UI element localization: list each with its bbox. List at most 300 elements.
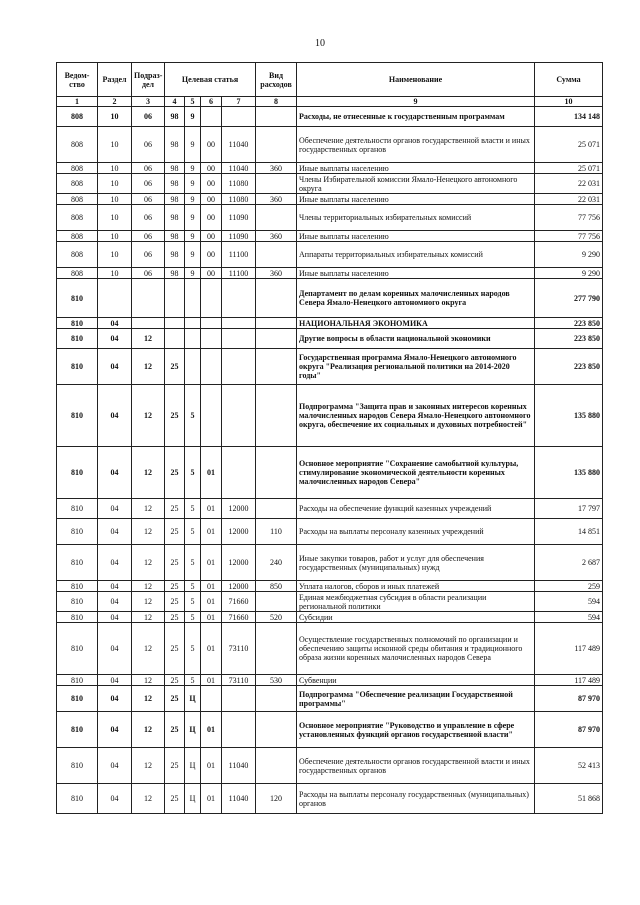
- cell-meropriyatie: [201, 349, 222, 385]
- table-row: [57, 163, 603, 174]
- cell-meropriyatie: 01: [201, 592, 222, 612]
- cell-podrazdel: 12: [132, 545, 165, 581]
- cell-napravlenie: [222, 686, 256, 712]
- cell-programma: 25: [165, 581, 185, 592]
- cell-podprogramma: 5: [185, 592, 201, 612]
- cell-naimenovanie: Основное мероприятие "Руководство и управление в сфере установленных функций органов государственной власти": [297, 712, 535, 748]
- cell-programma: 25: [165, 748, 185, 784]
- cell-vid-rashodov: [256, 349, 297, 385]
- cell-podprogramma: Ц: [185, 748, 201, 784]
- cell-podprogramma: [185, 329, 201, 349]
- cell-podrazdel: [132, 318, 165, 329]
- cell-podrazdel: 12: [132, 329, 165, 349]
- cell-podprogramma: 5: [185, 519, 201, 545]
- cell-meropriyatie: 01: [201, 675, 222, 686]
- cell-vedomstvo: 808: [57, 107, 98, 127]
- cell-naimenovanie: Подпрограмма "Защита прав и законных интересов коренных малочисленных народов Севера Ямало-Ненецкого автономного округа, обеспечение их социальных и духовных потребностей": [297, 385, 535, 447]
- cell-vedomstvo: 810: [57, 385, 98, 447]
- cell-podrazdel: 12: [132, 712, 165, 748]
- cell-summa: 51 868: [535, 784, 603, 814]
- table-row: [57, 784, 603, 814]
- cell-vedomstvo: 810: [57, 581, 98, 592]
- cell-summa: 77 756: [535, 205, 603, 231]
- table-row: [57, 127, 603, 163]
- cell-vedomstvo: 810: [57, 519, 98, 545]
- cell-podprogramma: 9: [185, 205, 201, 231]
- table-row: [57, 545, 603, 581]
- cell-naimenovanie: Единая межбюджетная субсидия в области реализации региональной политики: [297, 592, 535, 612]
- cell-podprogramma: [185, 279, 201, 318]
- cell-meropriyatie: 00: [201, 127, 222, 163]
- cell-podprogramma: 5: [185, 545, 201, 581]
- header-vid-rashodov: Вид расходов: [256, 63, 297, 97]
- cell-vedomstvo: 810: [57, 712, 98, 748]
- cell-summa: 259: [535, 581, 603, 592]
- cell-meropriyatie: 01: [201, 581, 222, 592]
- cell-naimenovanie: Уплата налогов, сборов и иных платежей: [297, 581, 535, 592]
- cell-summa: 77 756: [535, 231, 603, 242]
- cell-podrazdel: 06: [132, 174, 165, 194]
- cell-programma: [165, 318, 185, 329]
- cell-napravlenie: 71660: [222, 612, 256, 623]
- cell-summa: 52 413: [535, 748, 603, 784]
- cell-vid-rashodov: [256, 205, 297, 231]
- cell-vedomstvo: 810: [57, 675, 98, 686]
- cell-programma: 25: [165, 612, 185, 623]
- cell-meropriyatie: 00: [201, 194, 222, 205]
- cell-napravlenie: 12000: [222, 545, 256, 581]
- cell-podrazdel: 06: [132, 268, 165, 279]
- cell-meropriyatie: [201, 279, 222, 318]
- cell-naimenovanie: Обеспечение деятельности органов государственной власти и иных государственных органов: [297, 127, 535, 163]
- cell-vedomstvo: 808: [57, 242, 98, 268]
- cell-napravlenie: [222, 712, 256, 748]
- table-row: [57, 592, 603, 612]
- cell-vedomstvo: 808: [57, 205, 98, 231]
- header-vedomstvo: Ведом-ство: [57, 63, 98, 97]
- cell-meropriyatie: [201, 686, 222, 712]
- cell-podprogramma: 9: [185, 194, 201, 205]
- cell-meropriyatie: [201, 318, 222, 329]
- col-number: 1: [57, 97, 98, 107]
- cell-naimenovanie: Расходы, не отнесенные к государственным программам: [297, 107, 535, 127]
- cell-meropriyatie: 00: [201, 163, 222, 174]
- cell-vedomstvo: 810: [57, 592, 98, 612]
- cell-vid-rashodov: 360: [256, 231, 297, 242]
- cell-napravlenie: [222, 329, 256, 349]
- cell-napravlenie: [222, 107, 256, 127]
- cell-napravlenie: 73110: [222, 623, 256, 675]
- cell-naimenovanie: Иные выплаты населению: [297, 194, 535, 205]
- cell-summa: 14 851: [535, 519, 603, 545]
- header-podrazdel: Подраз-дел: [132, 63, 165, 97]
- table-row: [57, 612, 603, 623]
- table-row: [57, 107, 603, 127]
- cell-podrazdel: [132, 279, 165, 318]
- cell-summa: 134 148: [535, 107, 603, 127]
- cell-vedomstvo: 810: [57, 748, 98, 784]
- col-number: 5: [185, 97, 201, 107]
- col-number: 3: [132, 97, 165, 107]
- cell-vid-rashodov: [256, 499, 297, 519]
- cell-summa: 135 880: [535, 385, 603, 447]
- table-row: [57, 519, 603, 545]
- cell-podprogramma: 9: [185, 163, 201, 174]
- cell-meropriyatie: 01: [201, 519, 222, 545]
- cell-podrazdel: 12: [132, 581, 165, 592]
- cell-razdel: 04: [98, 499, 132, 519]
- header-naimenovanie: Наименование: [297, 63, 535, 97]
- cell-razdel: 10: [98, 127, 132, 163]
- cell-naimenovanie: Государственная программа Ямало-Ненецкого автономного округа "Реализация региональной политики на 2014-2020 годы": [297, 349, 535, 385]
- cell-podrazdel: 12: [132, 519, 165, 545]
- cell-programma: 98: [165, 194, 185, 205]
- cell-summa: 87 970: [535, 686, 603, 712]
- cell-summa: 223 850: [535, 318, 603, 329]
- cell-vedomstvo: 810: [57, 447, 98, 499]
- cell-napravlenie: 12000: [222, 581, 256, 592]
- cell-razdel: 04: [98, 748, 132, 784]
- cell-meropriyatie: 00: [201, 242, 222, 268]
- cell-naimenovanie: Субвенции: [297, 675, 535, 686]
- cell-summa: 25 071: [535, 127, 603, 163]
- cell-vedomstvo: 808: [57, 174, 98, 194]
- cell-programma: 98: [165, 163, 185, 174]
- cell-naimenovanie: Основное мероприятие "Сохранение самобытной культуры, стимулирование экономической деятельности коренных малочисленных народов Севера": [297, 447, 535, 499]
- cell-naimenovanie: Члены Избирательной комиссии Ямало-Ненецкого автономного округа: [297, 174, 535, 194]
- cell-meropriyatie: [201, 385, 222, 447]
- cell-meropriyatie: 01: [201, 545, 222, 581]
- cell-programma: 98: [165, 127, 185, 163]
- table-row: [57, 349, 603, 385]
- cell-podprogramma: 5: [185, 612, 201, 623]
- cell-napravlenie: 11090: [222, 231, 256, 242]
- cell-vedomstvo: 808: [57, 231, 98, 242]
- cell-razdel: [98, 279, 132, 318]
- cell-podrazdel: 06: [132, 194, 165, 205]
- cell-razdel: 10: [98, 242, 132, 268]
- cell-podprogramma: Ц: [185, 784, 201, 814]
- cell-vid-rashodov: [256, 748, 297, 784]
- cell-razdel: 04: [98, 318, 132, 329]
- table-body: [57, 107, 603, 814]
- cell-meropriyatie: 00: [201, 268, 222, 279]
- cell-podrazdel: 06: [132, 127, 165, 163]
- cell-naimenovanie: Аппараты территориальных избирательных комиссий: [297, 242, 535, 268]
- table-row: [57, 205, 603, 231]
- cell-summa: 2 687: [535, 545, 603, 581]
- cell-naimenovanie: Департамент по делам коренных малочисленных народов Севера Ямало-Ненецкого автономного округа: [297, 279, 535, 318]
- cell-razdel: 10: [98, 231, 132, 242]
- table-row: [57, 623, 603, 675]
- cell-razdel: 04: [98, 581, 132, 592]
- cell-podrazdel: 12: [132, 675, 165, 686]
- cell-summa: 22 031: [535, 194, 603, 205]
- cell-naimenovanie: Другие вопросы в области национальной экономики: [297, 329, 535, 349]
- cell-vedomstvo: 808: [57, 127, 98, 163]
- cell-programma: 98: [165, 205, 185, 231]
- col-number: 6: [201, 97, 222, 107]
- cell-napravlenie: 71660: [222, 592, 256, 612]
- cell-programma: 98: [165, 242, 185, 268]
- cell-programma: 98: [165, 174, 185, 194]
- cell-napravlenie: 11090: [222, 205, 256, 231]
- cell-meropriyatie: 01: [201, 784, 222, 814]
- cell-summa: 223 850: [535, 349, 603, 385]
- cell-vid-rashodov: 110: [256, 519, 297, 545]
- cell-programma: 25: [165, 675, 185, 686]
- cell-programma: 25: [165, 686, 185, 712]
- cell-naimenovanie: Расходы на выплаты персоналу казенных учреждений: [297, 519, 535, 545]
- cell-podrazdel: 06: [132, 163, 165, 174]
- cell-meropriyatie: [201, 329, 222, 349]
- cell-naimenovanie: Члены территориальных избирательных комиссий: [297, 205, 535, 231]
- cell-razdel: 10: [98, 194, 132, 205]
- cell-summa: 135 880: [535, 447, 603, 499]
- cell-meropriyatie: 01: [201, 499, 222, 519]
- cell-vid-rashodov: [256, 318, 297, 329]
- cell-vid-rashodov: 120: [256, 784, 297, 814]
- cell-razdel: 04: [98, 519, 132, 545]
- cell-podrazdel: 06: [132, 242, 165, 268]
- cell-podprogramma: 9: [185, 174, 201, 194]
- cell-summa: 594: [535, 612, 603, 623]
- cell-vedomstvo: 810: [57, 279, 98, 318]
- cell-summa: 9 290: [535, 242, 603, 268]
- cell-programma: 25: [165, 712, 185, 748]
- cell-razdel: 04: [98, 675, 132, 686]
- cell-programma: 25: [165, 623, 185, 675]
- cell-vedomstvo: 810: [57, 329, 98, 349]
- cell-podprogramma: [185, 349, 201, 385]
- cell-podrazdel: 12: [132, 499, 165, 519]
- column-numbers-row: [57, 97, 603, 107]
- cell-vid-rashodov: [256, 686, 297, 712]
- table-row: [57, 279, 603, 318]
- cell-podrazdel: 12: [132, 592, 165, 612]
- cell-summa: 25 071: [535, 163, 603, 174]
- cell-razdel: 04: [98, 447, 132, 499]
- cell-vid-rashodov: 360: [256, 163, 297, 174]
- cell-naimenovanie: Подпрограмма "Обеспечение реализации Государственной программы": [297, 686, 535, 712]
- cell-programma: 25: [165, 592, 185, 612]
- cell-podrazdel: 06: [132, 231, 165, 242]
- cell-podrazdel: 12: [132, 784, 165, 814]
- cell-napravlenie: [222, 318, 256, 329]
- col-number: 7: [222, 97, 256, 107]
- cell-programma: 25: [165, 784, 185, 814]
- cell-naimenovanie: Иные выплаты населению: [297, 268, 535, 279]
- cell-programma: 25: [165, 385, 185, 447]
- table-row: [57, 231, 603, 242]
- cell-vid-rashodov: [256, 279, 297, 318]
- cell-podprogramma: 9: [185, 242, 201, 268]
- cell-meropriyatie: 00: [201, 205, 222, 231]
- cell-podprogramma: 5: [185, 581, 201, 592]
- cell-podprogramma: 5: [185, 385, 201, 447]
- cell-podrazdel: 06: [132, 205, 165, 231]
- cell-vid-rashodov: [256, 242, 297, 268]
- col-number: 4: [165, 97, 185, 107]
- cell-podprogramma: 5: [185, 447, 201, 499]
- cell-meropriyatie: 01: [201, 623, 222, 675]
- cell-podrazdel: 12: [132, 447, 165, 499]
- cell-podrazdel: 12: [132, 748, 165, 784]
- cell-summa: 9 290: [535, 268, 603, 279]
- cell-podrazdel: 12: [132, 349, 165, 385]
- table-row: [57, 385, 603, 447]
- table-row: [57, 318, 603, 329]
- cell-programma: 25: [165, 349, 185, 385]
- cell-vid-rashodov: 850: [256, 581, 297, 592]
- cell-podprogramma: 9: [185, 107, 201, 127]
- cell-meropriyatie: 01: [201, 712, 222, 748]
- table-row: [57, 268, 603, 279]
- cell-vid-rashodov: 360: [256, 268, 297, 279]
- cell-podprogramma: 5: [185, 623, 201, 675]
- cell-programma: [165, 279, 185, 318]
- cell-vid-rashodov: [256, 174, 297, 194]
- cell-summa: 22 031: [535, 174, 603, 194]
- cell-podprogramma: [185, 318, 201, 329]
- cell-razdel: 04: [98, 329, 132, 349]
- col-number: 8: [256, 97, 297, 107]
- table-row: [57, 242, 603, 268]
- cell-podprogramma: 9: [185, 127, 201, 163]
- cell-napravlenie: 11080: [222, 194, 256, 205]
- cell-razdel: 04: [98, 784, 132, 814]
- cell-podprogramma: 5: [185, 499, 201, 519]
- cell-napravlenie: 11040: [222, 784, 256, 814]
- cell-naimenovanie: НАЦИОНАЛЬНАЯ ЭКОНОМИКА: [297, 318, 535, 329]
- cell-naimenovanie: Иные закупки товаров, работ и услуг для обеспечения государственных (муниципальных) нужд: [297, 545, 535, 581]
- cell-napravlenie: 12000: [222, 519, 256, 545]
- cell-programma: 25: [165, 447, 185, 499]
- cell-programma: 98: [165, 231, 185, 242]
- cell-summa: 117 489: [535, 623, 603, 675]
- cell-podprogramma: 5: [185, 675, 201, 686]
- cell-napravlenie: 11040: [222, 163, 256, 174]
- cell-vedomstvo: 810: [57, 545, 98, 581]
- cell-naimenovanie: Субсидии: [297, 612, 535, 623]
- cell-razdel: 10: [98, 107, 132, 127]
- header-razdel: Раздел: [98, 63, 132, 97]
- cell-podprogramma: Ц: [185, 712, 201, 748]
- cell-meropriyatie: 00: [201, 231, 222, 242]
- cell-vedomstvo: 810: [57, 686, 98, 712]
- cell-programma: 98: [165, 268, 185, 279]
- cell-podrazdel: 12: [132, 686, 165, 712]
- table-row: [57, 447, 603, 499]
- table-row: [57, 194, 603, 205]
- cell-naimenovanie: Обеспечение деятельности органов государственной власти и иных государственных органов: [297, 748, 535, 784]
- cell-meropriyatie: 00: [201, 174, 222, 194]
- col-number: 10: [535, 97, 603, 107]
- header-celevaya-statya: Целевая статья: [165, 63, 256, 97]
- cell-vid-rashodov: [256, 592, 297, 612]
- cell-vid-rashodov: 530: [256, 675, 297, 686]
- table-row: [57, 748, 603, 784]
- cell-programma: [165, 329, 185, 349]
- cell-podprogramma: Ц: [185, 686, 201, 712]
- cell-vedomstvo: 810: [57, 784, 98, 814]
- cell-napravlenie: 11040: [222, 127, 256, 163]
- cell-razdel: 10: [98, 163, 132, 174]
- table-row: [57, 686, 603, 712]
- cell-razdel: 04: [98, 686, 132, 712]
- cell-naimenovanie: Иные выплаты населению: [297, 231, 535, 242]
- table-row: [57, 329, 603, 349]
- cell-podrazdel: 12: [132, 385, 165, 447]
- cell-vedomstvo: 810: [57, 612, 98, 623]
- cell-summa: 17 797: [535, 499, 603, 519]
- cell-vid-rashodov: [256, 385, 297, 447]
- cell-vid-rashodov: [256, 447, 297, 499]
- cell-vid-rashodov: [256, 623, 297, 675]
- cell-vedomstvo: 808: [57, 163, 98, 174]
- cell-programma: 25: [165, 499, 185, 519]
- header-row: [57, 63, 603, 97]
- cell-meropriyatie: 01: [201, 612, 222, 623]
- cell-podrazdel: 06: [132, 107, 165, 127]
- cell-naimenovanie: Расходы на обеспечение функций казенных учреждений: [297, 499, 535, 519]
- cell-razdel: 04: [98, 612, 132, 623]
- cell-vedomstvo: 810: [57, 318, 98, 329]
- col-number: 9: [297, 97, 535, 107]
- col-number: 2: [98, 97, 132, 107]
- table-row: [57, 675, 603, 686]
- cell-vid-rashodov: [256, 329, 297, 349]
- cell-vedomstvo: 810: [57, 499, 98, 519]
- cell-vid-rashodov: [256, 127, 297, 163]
- cell-summa: 117 489: [535, 675, 603, 686]
- table-row: [57, 499, 603, 519]
- cell-summa: 277 790: [535, 279, 603, 318]
- cell-podprogramma: 9: [185, 268, 201, 279]
- table-row: [57, 581, 603, 592]
- page-number: 10: [315, 38, 325, 49]
- cell-napravlenie: 12000: [222, 499, 256, 519]
- table-row: [57, 712, 603, 748]
- cell-razdel: 04: [98, 712, 132, 748]
- cell-podrazdel: 12: [132, 623, 165, 675]
- cell-summa: 594: [535, 592, 603, 612]
- cell-vedomstvo: 808: [57, 194, 98, 205]
- cell-razdel: 04: [98, 545, 132, 581]
- cell-programma: 25: [165, 519, 185, 545]
- cell-napravlenie: 11100: [222, 242, 256, 268]
- cell-summa: 223 850: [535, 329, 603, 349]
- cell-vedomstvo: 810: [57, 349, 98, 385]
- cell-razdel: 04: [98, 349, 132, 385]
- cell-napravlenie: 11080: [222, 174, 256, 194]
- cell-programma: 98: [165, 107, 185, 127]
- cell-razdel: 10: [98, 174, 132, 194]
- cell-razdel: 04: [98, 592, 132, 612]
- header-summa: Сумма: [535, 63, 603, 97]
- cell-napravlenie: 73110: [222, 675, 256, 686]
- cell-vedomstvo: 810: [57, 623, 98, 675]
- cell-naimenovanie: Иные выплаты населению: [297, 163, 535, 174]
- cell-razdel: 04: [98, 385, 132, 447]
- cell-naimenovanie: Осуществление государственных полномочий по организации и обеспечению защиты исконной среды обитания и традиционного образа жизни коренных малочисленных народов Севера: [297, 623, 535, 675]
- cell-vid-rashodov: 520: [256, 612, 297, 623]
- cell-vid-rashodov: 360: [256, 194, 297, 205]
- cell-vid-rashodov: [256, 107, 297, 127]
- cell-razdel: 10: [98, 268, 132, 279]
- cell-podprogramma: 9: [185, 231, 201, 242]
- cell-vedomstvo: 808: [57, 268, 98, 279]
